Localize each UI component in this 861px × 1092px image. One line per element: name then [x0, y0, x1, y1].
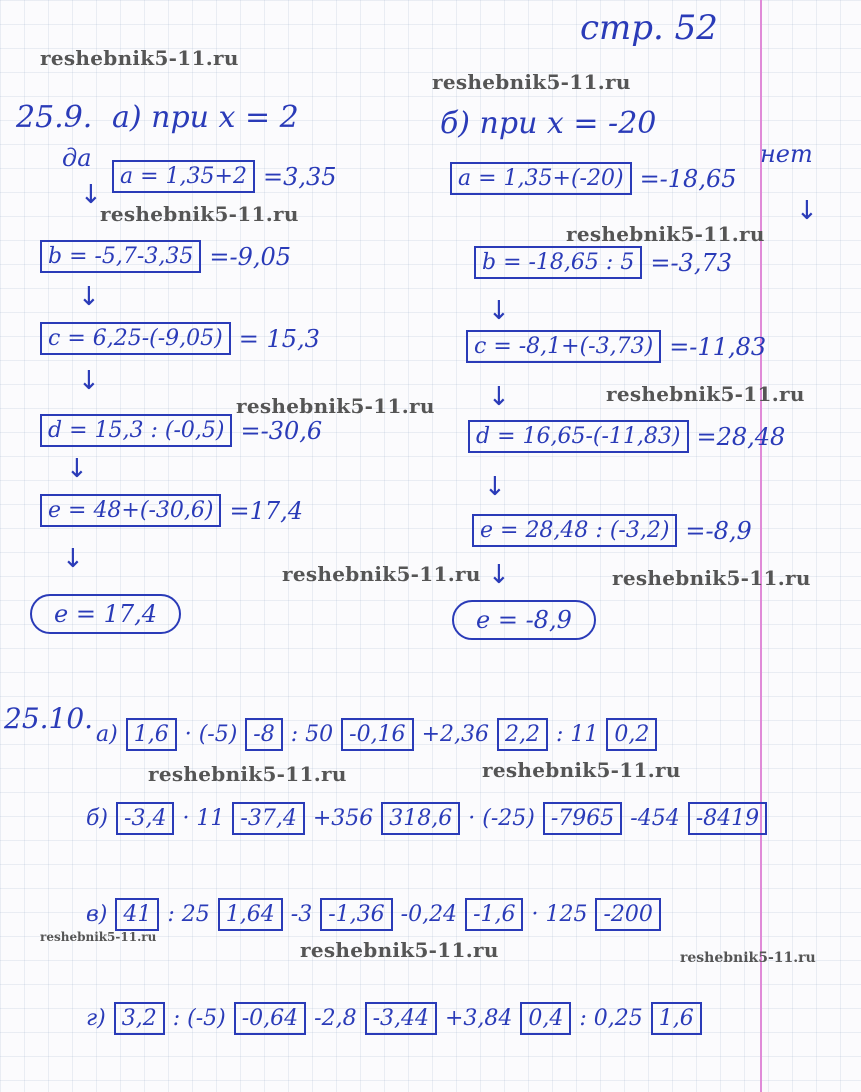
arrow-down-icon: ↓ [488, 296, 510, 326]
watermark: reshebnik5-11.ru [100, 202, 299, 226]
watermark: reshebnik5-11.ru [482, 758, 681, 782]
row-label: г) [86, 1006, 106, 1031]
operation: : 25 [167, 902, 210, 927]
answer-oval: e = -8,9 [452, 600, 596, 640]
step-e [40, 494, 303, 527]
watermark: reshebnik5-11.ru [40, 46, 239, 70]
watermark: reshebnik5-11.ru [236, 394, 435, 418]
step-d [40, 414, 322, 447]
step-box: a = 1,35+(-20) [450, 162, 632, 195]
value-box: -3,4 [116, 802, 174, 835]
value-box: -0,16 [341, 718, 413, 751]
step-result: =28,48 [696, 422, 786, 451]
operation: -454 [630, 806, 680, 831]
operation: : 11 [555, 722, 599, 747]
step-box: e = 48+(-30,6) [40, 494, 221, 527]
step-box: b = -18,65 : 5 [474, 246, 642, 279]
step-c [466, 330, 766, 363]
chain-row [86, 802, 767, 835]
page-label: стр. 52 [580, 8, 718, 48]
watermark: reshebnik5-11.ru [282, 562, 481, 586]
operation: · (-25) [468, 806, 535, 831]
step-box: a = 1,35+2 [112, 160, 255, 193]
chain-row [96, 718, 657, 751]
value-box: 1,64 [218, 898, 283, 931]
step-box: d = 15,3 : (-0,5) [40, 414, 232, 447]
step-c [40, 322, 320, 355]
step-result: =-11,83 [669, 332, 767, 361]
step-box: c = -8,1+(-3,73) [466, 330, 661, 363]
value-box: 1,6 [651, 1002, 702, 1035]
step-box: e = 28,48 : (-3,2) [472, 514, 677, 547]
value-box: -7965 [543, 802, 622, 835]
watermark: reshebnik5-11.ru [606, 382, 805, 406]
value-box: 0,2 [606, 718, 657, 751]
operation: · (-5) [184, 722, 238, 747]
step-result: =17,4 [229, 496, 303, 525]
part-b-heading: б) при x = -20 [440, 106, 657, 141]
step-d [468, 420, 785, 453]
answer-oval: e = 17,4 [30, 594, 181, 634]
operation: · 125 [531, 902, 588, 927]
step-result: =3,35 [262, 162, 337, 191]
value-box: 318,6 [381, 802, 460, 835]
step-result: =-3,73 [650, 248, 732, 277]
chain-row [86, 1002, 702, 1035]
step-result: =-30,6 [240, 416, 323, 445]
operation: +356 [312, 806, 374, 831]
step-b [40, 240, 291, 273]
problem-number: 25.10. [4, 702, 94, 735]
value-box: -0,64 [234, 1002, 306, 1035]
arrow-down-icon: ↓ [66, 454, 88, 484]
value-box: 0,4 [520, 1002, 571, 1035]
problem-number: 25.9. [16, 100, 93, 135]
value-box: -8 [245, 718, 282, 751]
watermark: reshebnik5-11.ru [566, 222, 765, 246]
step-box: d = 16,65-(-11,83) [468, 420, 689, 453]
value-box: -37,4 [232, 802, 304, 835]
watermark: reshebnik5-11.ru [612, 566, 811, 590]
watermark: reshebnik5-11.ru [680, 950, 816, 966]
row-label: б) [86, 806, 109, 831]
step-a [112, 160, 337, 193]
step-box: c = 6,25-(-9,05) [40, 322, 231, 355]
chain-row [86, 898, 661, 931]
value-box: 3,2 [114, 1002, 165, 1035]
part-a-heading: а) при x = 2 [112, 100, 299, 135]
operation: -0,24 [400, 902, 458, 927]
operation: · 11 [182, 806, 225, 831]
step-result: = 15,3 [238, 324, 320, 353]
value-box: -3,44 [365, 1002, 437, 1035]
operation: +2,36 [421, 722, 489, 747]
step-b [474, 246, 732, 279]
arrow-down-icon: ↓ [796, 196, 818, 226]
operation: : (-5) [172, 1006, 226, 1031]
watermark: reshebnik5-11.ru [40, 930, 157, 944]
value-box: 1,6 [126, 718, 177, 751]
step-result: =-8,9 [685, 516, 752, 545]
yes-note: да [62, 144, 92, 172]
value-box: -200 [595, 898, 660, 931]
operation: +3,84 [444, 1006, 513, 1031]
row-label: а) [96, 722, 118, 747]
row-label: в) [86, 902, 108, 927]
arrow-down-icon: ↓ [78, 282, 100, 312]
value-box: -1,6 [465, 898, 523, 931]
step-box: b = -5,7-3,35 [40, 240, 201, 273]
step-result: =-18,65 [639, 164, 737, 193]
value-box: -8419 [688, 802, 767, 835]
value-box: -1,36 [320, 898, 392, 931]
operation: : 0,25 [579, 1006, 643, 1031]
operation: -2,8 [314, 1006, 357, 1031]
watermark: reshebnik5-11.ru [432, 70, 631, 94]
arrow-down-icon: ↓ [488, 560, 510, 590]
arrow-down-icon: ↓ [80, 180, 102, 210]
watermark: reshebnik5-11.ru [300, 938, 499, 962]
watermark: reshebnik5-11.ru [148, 762, 347, 786]
arrow-down-icon: ↓ [484, 472, 506, 502]
arrow-down-icon: ↓ [62, 544, 84, 574]
arrow-down-icon: ↓ [488, 382, 510, 412]
no-note: нет [760, 140, 813, 168]
value-box: 41 [115, 898, 159, 931]
arrow-down-icon: ↓ [78, 366, 100, 396]
operation: : 50 [290, 722, 334, 747]
operation: -3 [290, 902, 313, 927]
step-a [450, 162, 737, 195]
step-e [472, 514, 752, 547]
value-box: 2,2 [497, 718, 548, 751]
step-result: =-9,05 [209, 242, 291, 271]
